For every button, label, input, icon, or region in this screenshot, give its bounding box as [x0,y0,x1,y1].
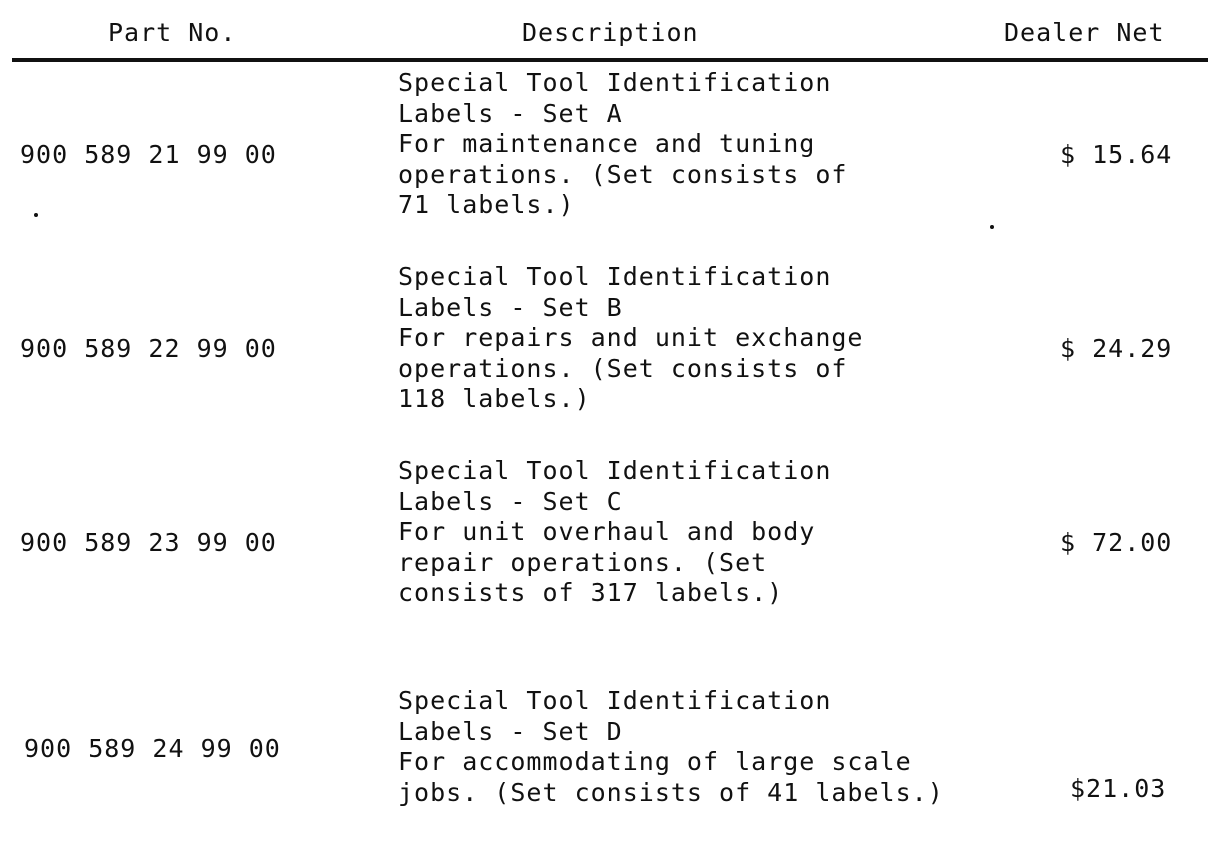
description-line: Labels - Set C [398,486,623,516]
description-line: For unit overhaul and body [398,517,816,546]
description-line: Special Tool Identification [398,262,832,291]
description-line: consists of 317 labels.) [398,578,784,607]
description-line: 118 labels.) [398,384,591,413]
description-line: For accommodating of large scale [398,747,912,776]
description-line: 71 labels.) [398,190,575,219]
header-dealer-net: Dealer Net [1004,18,1165,47]
row-price: $21.03 [1070,774,1167,803]
header-rule [12,58,1208,62]
description-line: repair operations. (Set [398,547,768,577]
table-header [0,14,1216,54]
description-line: Special Tool Identification [398,456,832,485]
description-line: operations. (Set consists of [398,353,848,383]
description-line: Labels - Set B [398,292,623,322]
description-line: Labels - Set D [398,716,623,746]
row-description [398,686,998,808]
description-line: For maintenance and tuning [398,129,816,158]
description-line: Special Tool Identification [398,68,832,97]
row-description [398,262,998,415]
row-part-no: 900 589 22 99 00 [20,334,277,363]
row-price: $ 72.00 [1060,528,1173,557]
scan-speck [990,225,994,229]
description-line: Labels - Set A [398,98,623,128]
row-description [398,68,998,221]
row-price: $ 15.64 [1060,140,1173,169]
header-part-no: Part No. [108,18,237,47]
header-description: Description [522,18,699,47]
description-line: For repairs and unit exchange [398,323,864,352]
scan-speck [34,213,38,217]
description-line: jobs. (Set consists of 41 labels.) [398,777,944,807]
row-part-no: 900 589 24 99 00 [24,734,281,763]
row-part-no: 900 589 21 99 00 [20,140,277,169]
row-description [398,456,998,609]
description-line: Special Tool Identification [398,686,832,715]
description-line: operations. (Set consists of [398,159,848,189]
row-price: $ 24.29 [1060,334,1173,363]
row-part-no: 900 589 23 99 00 [20,528,277,557]
